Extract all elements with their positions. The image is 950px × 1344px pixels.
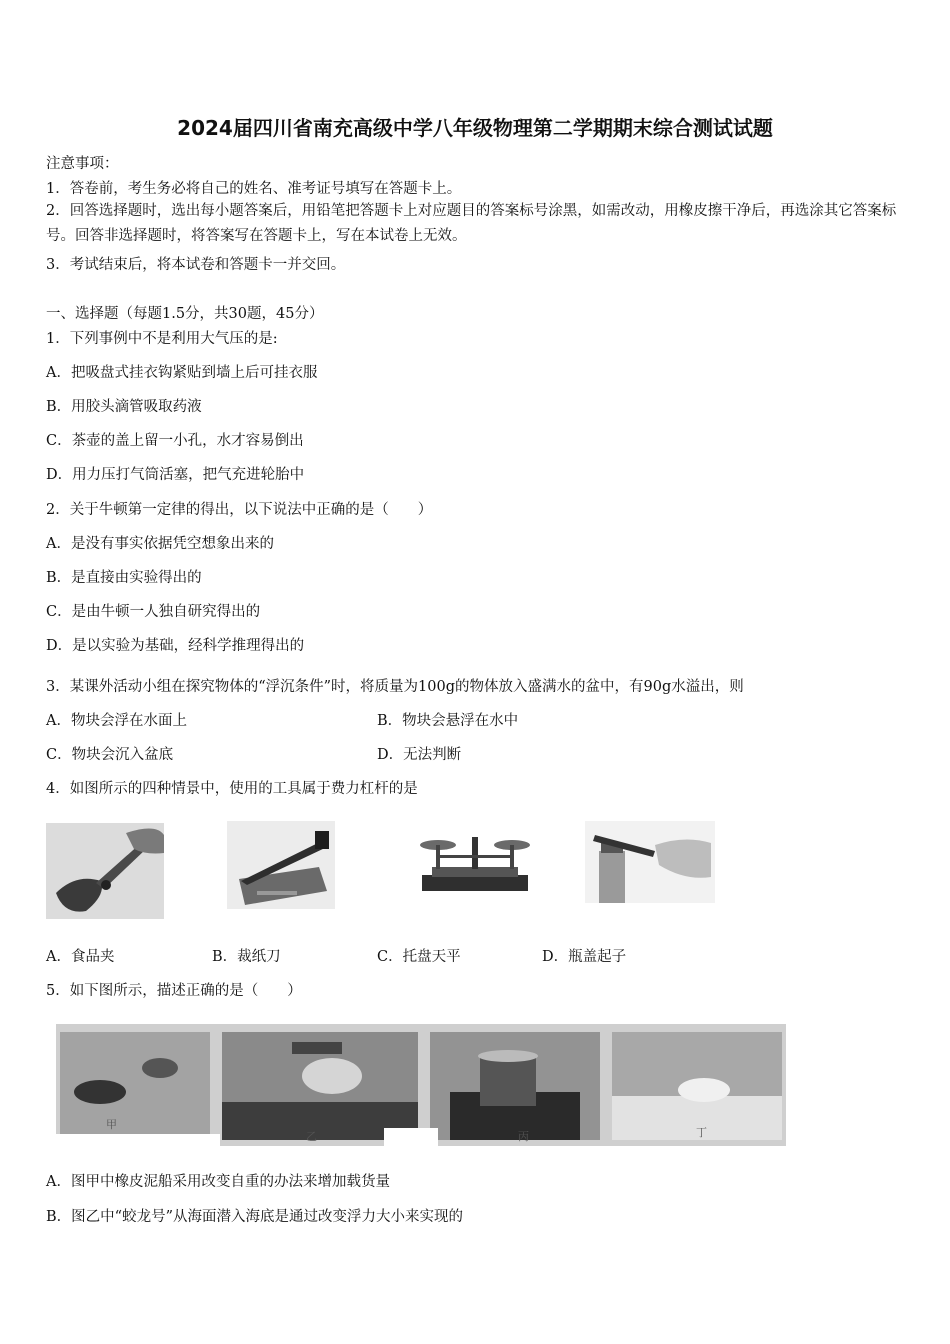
tray-balance-image [412, 823, 538, 899]
q3-option-b: B．物块会悬浮在水中 [377, 713, 519, 729]
q1-option-b: B．用胶头滴管吸取药液 [46, 399, 202, 415]
page-title: 2024届四川省南充高级中学八年级物理第二学期期末综合测试试题 [177, 116, 773, 140]
q5-option-b: B．图乙中“蛟龙号”从海面潜入海底是通过改变浮力大小来实现的 [46, 1209, 463, 1225]
panel-label-jia: 甲 [106, 1118, 117, 1131]
q2-stem: 2．关于牛顿第一定律的得出，以下说法中正确的是（ ） [46, 502, 433, 518]
notice-item-2: 2．回答选择题时，选出每小题答案后，用铅笔把答题卡上对应题目的答案标号涂黑，如需改动，用橡皮擦干净后，再选涂其它答案标号。回答非选择题时，将答案写在答题卡上，写在本试卷上无效。 [46, 203, 897, 244]
q4-option-a: A．食品夹 [46, 949, 115, 965]
panel-jia-image [60, 1032, 210, 1140]
q2-option-d: D．是以实验为基础，经科学推理得出的 [46, 638, 305, 654]
q5-stem: 5．如下图所示，描述正确的是（ ） [46, 983, 302, 999]
strip-gap-middle [384, 1128, 438, 1148]
q4-option-b: B．裁纸刀 [212, 949, 281, 965]
q1-option-c: C．茶壶的盖上留一小孔，水才容易倒出 [46, 433, 304, 449]
panel-label-bing: 丙 [518, 1130, 529, 1143]
q2-option-c: C．是由牛顿一人独自研究得出的 [46, 604, 261, 620]
q3-option-c: C．物块会沉入盆底 [46, 747, 174, 763]
notice-item-1: 1．答卷前，考生务必将自己的姓名、准考证号填写在答题卡上。 [46, 181, 462, 197]
q3-option-a: A．物块会浮在水面上 [46, 713, 187, 729]
panel-yi-image [222, 1032, 418, 1140]
q1-option-d: D．用力压打气筒活塞，把气充进轮胎中 [46, 467, 305, 483]
notice-item-3: 3．考试结束后，将本试卷和答题卡一并交回。 [46, 257, 346, 273]
q4-stem: 4．如图所示的四种情景中，使用的工具属于费力杠杆的是 [46, 781, 418, 797]
q2-option-a: A．是没有事实依据凭空想象出来的 [46, 536, 274, 552]
panel-bing-image [430, 1032, 600, 1140]
notice-heading: 注意事项： [46, 156, 119, 172]
q3-option-d: D．无法判断 [377, 747, 462, 763]
food-tongs-image [46, 823, 164, 919]
q5-option-a: A．图甲中橡皮泥船采用改变自重的办法来增加载货量 [46, 1174, 390, 1190]
panel-label-ding: 丁 [696, 1126, 707, 1139]
q4-option-c: C．托盘天平 [377, 949, 461, 965]
q1-option-a: A．把吸盘式挂衣钩紧贴到墙上后可挂衣服 [46, 365, 318, 381]
panel-label-yi: 乙 [306, 1130, 317, 1143]
q4-option-d: D．瓶盖起子 [542, 949, 627, 965]
bottle-opener-image [585, 821, 715, 903]
q3-stem: 3．某课外活动小组在探究物体的“浮沉条件”时，将质量为100g的物体放入盛满水的盆中，有90g水溢出，则 [46, 679, 744, 695]
strip-gap-left [56, 1134, 220, 1148]
q1-stem: 1．下列事例中不是利用大气压的是: [46, 331, 278, 347]
q2-option-b: B．是直接由实验得出的 [46, 570, 202, 586]
paper-cutter-image [227, 821, 335, 909]
section-heading: 一、选择题（每题1.5分，共30题，45分） [46, 306, 324, 322]
